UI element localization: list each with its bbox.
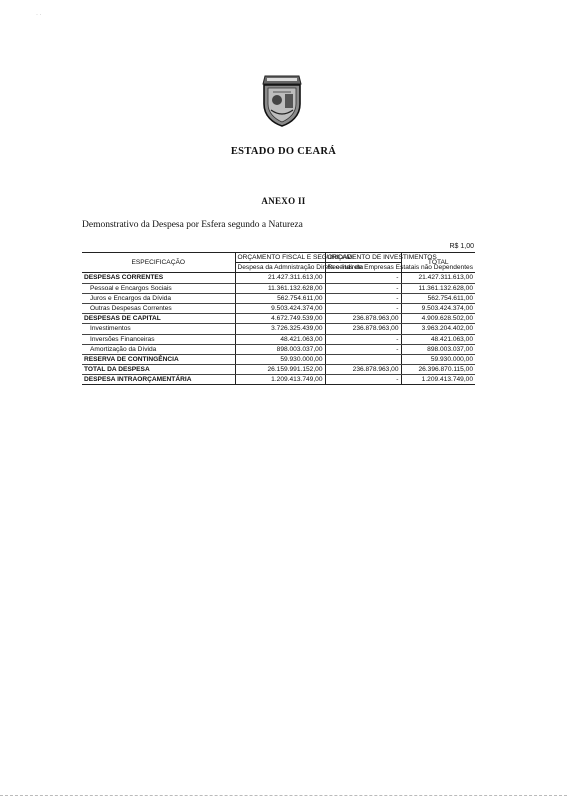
fiscal-value: 48.421.063,00: [235, 334, 325, 344]
total-value: 21.427.311.613,00: [401, 273, 475, 283]
state-coat-of-arms-icon: [259, 72, 305, 128]
currency-unit: R$ 1,00: [449, 243, 474, 250]
row-label: Investimentos: [82, 324, 235, 334]
investment-value: 236.878.963,00: [325, 365, 401, 375]
investment-value: -: [325, 283, 401, 293]
fiscal-value: 59.930.000,00: [235, 354, 325, 364]
header-total: TOTAL: [401, 253, 475, 273]
table-row: [82, 293, 475, 303]
total-value: 3.963.204.402,00: [401, 324, 475, 334]
fiscal-value: 898.003.037,00: [235, 344, 325, 354]
report-subtitle: Demonstrativo da Despesa por Esfera segundo a Natureza: [82, 220, 303, 230]
fiscal-value: 1.209.413.749,00: [235, 375, 325, 385]
row-label: Pessoal e Encargos Sociais: [82, 283, 235, 293]
total-value: 4.909.628.502,00: [401, 314, 475, 324]
page-bottom-rule: [0, 795, 567, 796]
investment-value: -: [325, 273, 401, 283]
investment-value: -: [325, 344, 401, 354]
table-row: [82, 354, 475, 364]
fiscal-value: 21.427.311.613,00: [235, 273, 325, 283]
row-label: DESPESAS DE CAPITAL: [82, 314, 235, 324]
header-fiscal-sub: Despesa da Admnistração Direta e Indireta: [235, 263, 325, 273]
table-row: [82, 375, 475, 385]
expense-table: [82, 252, 475, 385]
fiscal-value: 11.361.132.628,00: [235, 283, 325, 293]
fiscal-value: 3.726.325.439,00: [235, 324, 325, 334]
investment-value: -: [325, 334, 401, 344]
fiscal-value: 9.503.424.374,00: [235, 303, 325, 313]
fiscal-value: 562.754.611,00: [235, 293, 325, 303]
total-value: 562.754.611,00: [401, 293, 475, 303]
total-value: 26.396.870.115,00: [401, 365, 475, 375]
table-row: [82, 344, 475, 354]
total-value: 48.421.063,00: [401, 334, 475, 344]
investment-value: 236.878.963,00: [325, 314, 401, 324]
total-value: 9.503.424.374,00: [401, 303, 475, 313]
investment-value: [325, 354, 401, 364]
row-label: Inversões Financeiras: [82, 334, 235, 344]
scan-marks: · ·: [36, 12, 42, 18]
total-value: 59.930.000,00: [401, 354, 475, 364]
table-row: [82, 314, 475, 324]
header-investment-sub: Receitas de Empresas Estatais não Dependentes: [325, 263, 401, 273]
table-row: [82, 303, 475, 313]
state-name-heading: ESTADO DO CEARÁ: [230, 146, 337, 157]
table-row: [82, 283, 475, 293]
row-label: Juros e Encargos da Dívida: [82, 293, 235, 303]
total-value: 11.361.132.628,00: [401, 283, 475, 293]
row-label: Outras Despesas Correntes: [82, 303, 235, 313]
row-label: DESPESA INTRAORÇAMENTÁRIA: [82, 375, 235, 385]
annex-title: ANEXO II: [261, 196, 306, 206]
table-row: [82, 334, 475, 344]
table-row: [82, 273, 475, 283]
row-label: RESERVA DE CONTINGÊNCIA: [82, 354, 235, 364]
investment-value: -: [325, 293, 401, 303]
header-fiscal-group: ORÇAMENTO FISCAL E SEGURIDADE: [235, 253, 325, 263]
row-label: Amortização da Dívida: [82, 344, 235, 354]
investment-value: -: [325, 303, 401, 313]
table-body: [82, 273, 475, 385]
total-value: 898.003.037,00: [401, 344, 475, 354]
total-value: 1.209.413.749,00: [401, 375, 475, 385]
row-label: DESPESAS CORRENTES: [82, 273, 235, 283]
row-label: TOTAL DA DESPESA: [82, 365, 235, 375]
header-investment-group: ORÇAMENTO DE INVESTIMENTOS: [325, 253, 401, 263]
fiscal-value: 4.672.749.539,00: [235, 314, 325, 324]
fiscal-value: 26.159.991.152,00: [235, 365, 325, 375]
investment-value: -: [325, 375, 401, 385]
header-specification: ESPECIFICAÇÃO: [82, 253, 235, 273]
table-row: [82, 324, 475, 334]
investment-value: 236.878.963,00: [325, 324, 401, 334]
table-row: [82, 365, 475, 375]
